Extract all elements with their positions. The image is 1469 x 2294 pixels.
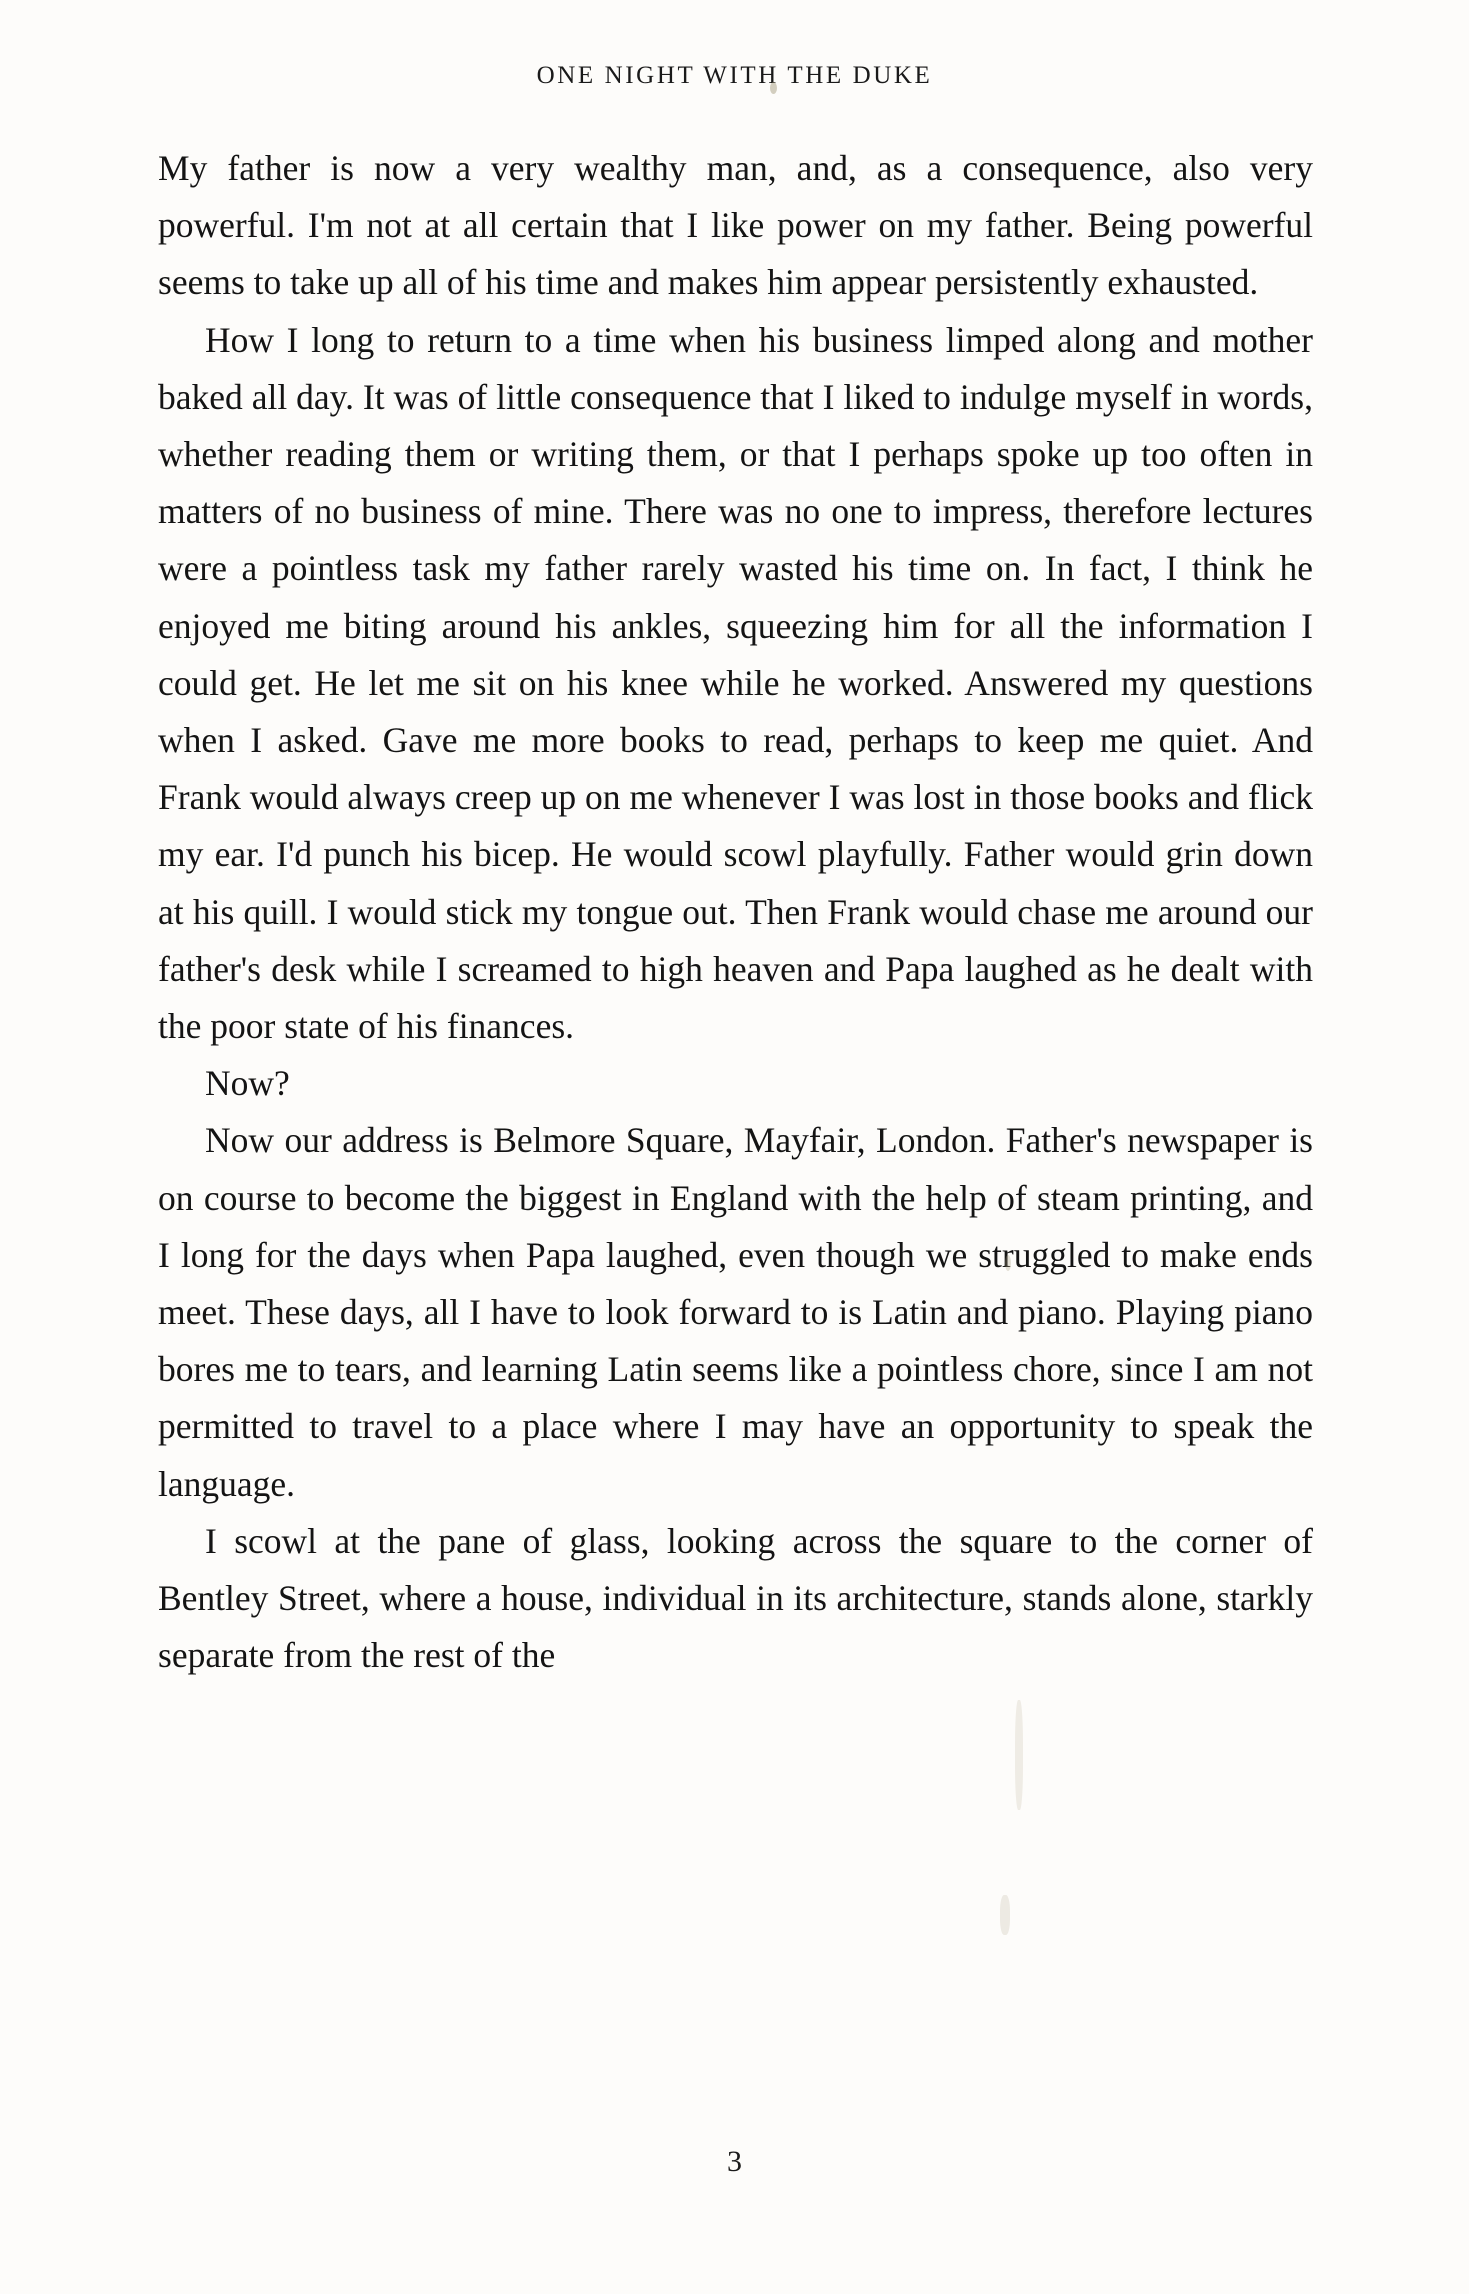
page-number: 3 xyxy=(727,2145,742,2178)
running-head: ONE NIGHT WITH THE DUKE xyxy=(536,62,933,89)
paragraph: I scowl at the pane of glass, looking across the square to the corner of Bentley Street, where a house, individual in its architecture, stands alone, starkly separate from the rest of the xyxy=(158,1520,1313,1676)
paragraph: My father is now a very wealthy man, and, as a consequence, also very powerful. I'm not at all certain that I like power on my father. Being powerful seems to take up all of his time and makes him appear persistently exhausted. xyxy=(158,148,1313,303)
paragraph: How I long to return to a time when his business limped along and mother baked all day. It was of little consequence that I liked to indulge myself in words, whether reading them or writing them, or that I perhaps spoke up too often in matters of no business of mine. There was no one to impress, therefore lectures were a pointless task my father rarely wasted his time on. In fact, I think he enjoyed me biting around his ankles, squeezing him for all the information I could get. He let me sit on his knee while he worked. Answered my questions when I asked. Gave me more books to read, perhaps to keep me quiet. And Frank would always creep up on me whenever I was lost in those books and flick my ear. I'd punch his bicep. He would scowl playfully. Father would grin down at his quill. I would stick my tongue out. Then Frank would chase me around our father's desk while I screamed to high heaven and Papa laughed as he dealt with the poor state of his finances. xyxy=(158,319,1313,1047)
paper-smudge xyxy=(1015,1700,1023,1810)
paragraph: Now our address is Belmore Square, Mayfair, London. Father's newspaper is on course to become the biggest in England with the help of steam printing, and I long for the days when Papa laughed, even though we struggled to make ends meet. These days, all I have to look forward to is Latin and piano. Playing piano bores me to tears, and learning Latin seems like a pointless chore, since I am not permitted to travel to a place where I may have an opportunity to speak the language. xyxy=(158,1120,1313,1504)
body-text xyxy=(158,140,1313,1684)
paragraph: Now? xyxy=(205,1063,290,1104)
paper-smudge xyxy=(1000,1895,1010,1935)
